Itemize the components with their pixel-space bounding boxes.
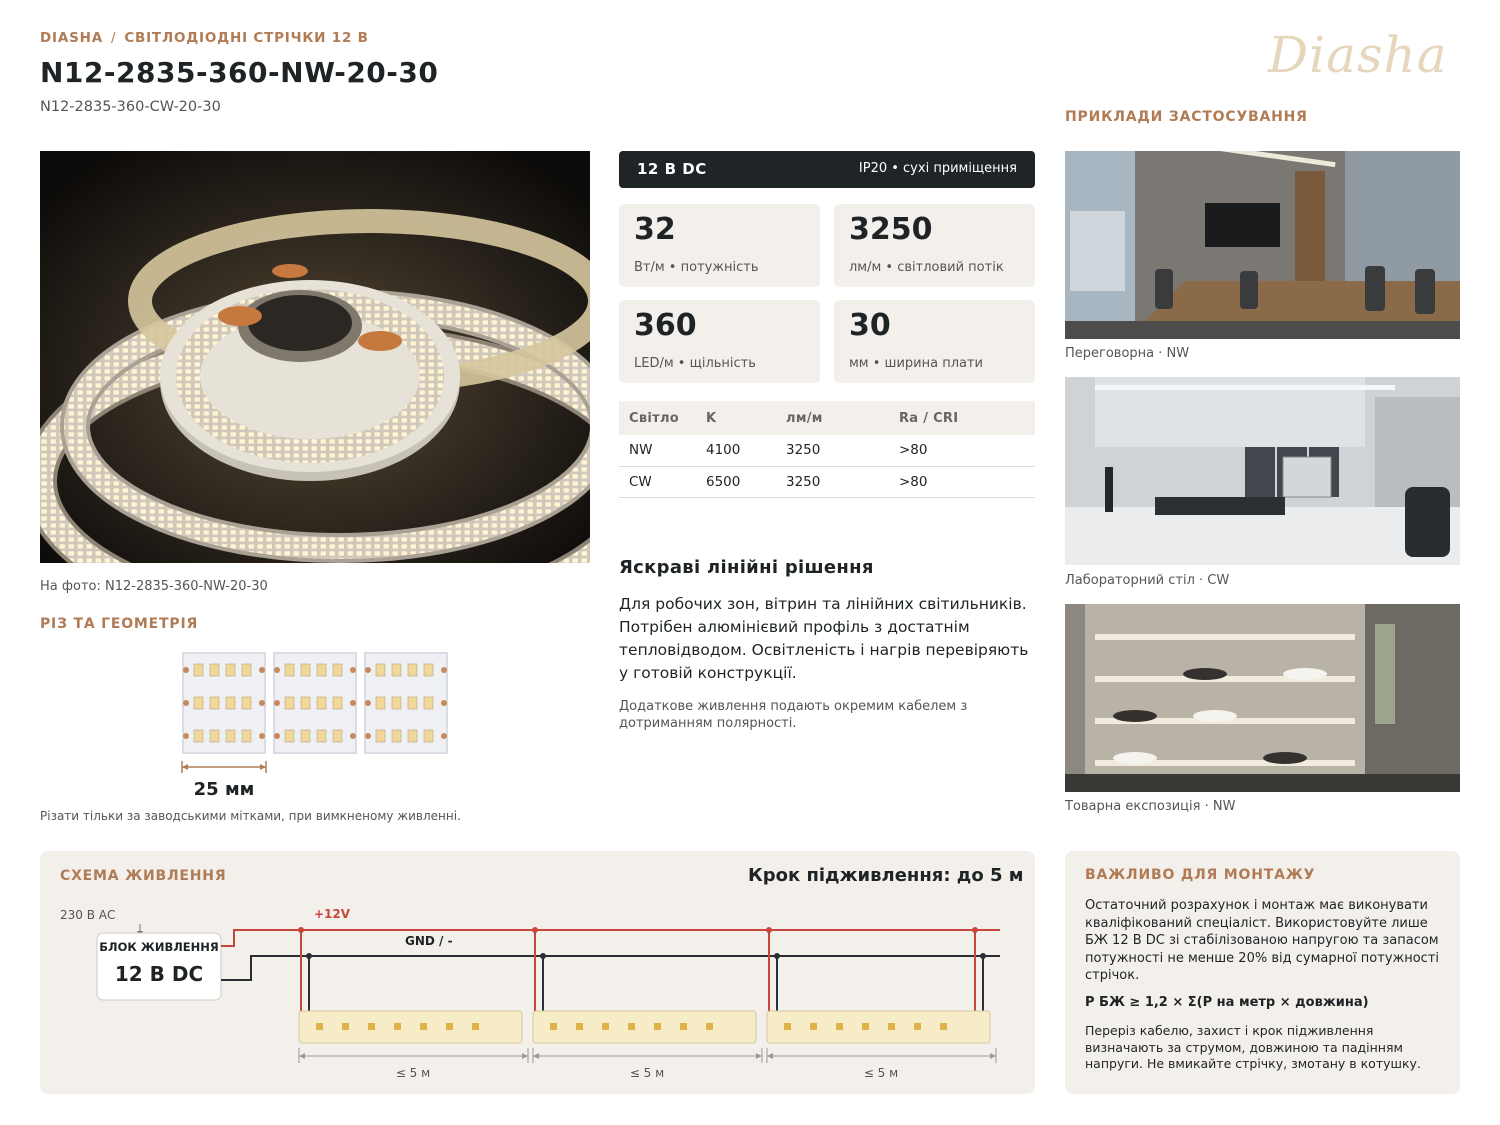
- table-cell: 4100: [696, 435, 776, 466]
- segment-length-label: ≤ 5 м: [395, 1066, 431, 1080]
- power-supply-value: 12 В DC: [114, 962, 204, 986]
- applications-title: ПРИКЛАДИ ЗАСТОСУВАННЯ: [1065, 109, 1308, 125]
- dimension-arrow-left: [182, 764, 188, 770]
- spec-tile-label: лм/м • світловий потік: [849, 260, 1004, 275]
- breadcrumb-separator: /: [110, 30, 117, 46]
- cut-dimension-label: 25 мм: [193, 779, 255, 800]
- breadcrumb: [40, 30, 369, 46]
- power-formula: P БЖ ≥ 1,2 × Σ(P на метр × довжина): [1085, 995, 1369, 1010]
- spec-tile-value: 360: [634, 308, 697, 343]
- feature-note: Додаткове живлення подають окремим кабелем з дотриманням полярності.: [619, 699, 968, 731]
- page-subtitle: N12-2835-360-CW-20-30: [40, 99, 221, 115]
- segment-length-label: ≤ 5 м: [863, 1066, 899, 1080]
- strip-segment: [273, 652, 357, 754]
- table-header-cell: Світло: [619, 401, 696, 435]
- gnd-wire-label: GND / -: [405, 934, 453, 948]
- table-header-cell: лм/м: [776, 401, 889, 435]
- spec-tile-value: 30: [849, 308, 891, 343]
- segment-dimensions: [299, 1048, 996, 1063]
- feature-title: Яскраві лінійні рішення: [619, 557, 874, 578]
- strip-segment: [182, 652, 266, 754]
- power-wiring-diagram: [40, 851, 1035, 1094]
- ip-rating: IP20 • сухі приміщення: [858, 161, 1017, 176]
- table-cell: >80: [889, 435, 1035, 466]
- cut-note: Різати тільки за заводськими мітками, при вимкненому живленні.: [40, 809, 461, 823]
- power-scheme-title: СХЕМА ЖИВЛЕННЯ: [60, 868, 227, 884]
- table-cell: NW: [619, 435, 696, 466]
- cut-diagram: [176, 648, 456, 800]
- table-header-cell: Ra / CRI: [889, 401, 1035, 435]
- application-caption: Товарна експозиція · NW: [1065, 799, 1236, 814]
- voltage-value: 12 В DC: [637, 160, 707, 178]
- application-caption: Лабораторний стіл · CW: [1065, 573, 1230, 588]
- cut-section-title: РІЗ ТА ГЕОМЕТРІЯ: [40, 616, 199, 632]
- led-reel-illustration: [40, 151, 590, 563]
- page-title: N12-2835-360-NW-20-30: [40, 56, 439, 89]
- table-header-cell: K: [696, 401, 776, 435]
- table-cell: 6500: [696, 466, 776, 497]
- application-image-lab-desk: [1065, 377, 1460, 565]
- gnd-wire: [221, 956, 1000, 980]
- segment-length-label: ≤ 5 м: [629, 1066, 665, 1080]
- voltage-bar: [619, 151, 1035, 188]
- strip-segment: [364, 652, 448, 754]
- spec-tile-value: 32: [634, 212, 676, 247]
- spec-tile-label: LED/м • щільність: [634, 356, 756, 371]
- spec-table: [619, 401, 1035, 498]
- ac-input-label: 230 В АС: [60, 908, 116, 922]
- power-supply-label: БЛОК ЖИВЛЕННЯ: [99, 940, 219, 954]
- table-cell: 3250: [776, 466, 889, 497]
- table-header-row: [619, 401, 1035, 435]
- table-row: [619, 466, 1035, 497]
- spec-tile-width: [834, 300, 1035, 383]
- application-image-retail-display: [1065, 604, 1460, 792]
- installation-note: Переріз кабелю, захист і крок підживлення визначають за струмом, довжиною та падінням напруги. Не вмикайте стрічку, змотану в котушку.: [1085, 1023, 1421, 1071]
- table-row: [619, 435, 1035, 466]
- application-image-meeting-room: [1065, 151, 1460, 339]
- spec-tile-flux: [834, 204, 1035, 287]
- breadcrumb-brand[interactable]: DIASHA: [40, 30, 103, 46]
- led-strip-segments: [299, 1011, 990, 1043]
- table-cell: 3250: [776, 435, 889, 466]
- feed-drops: [298, 927, 986, 1017]
- plus-wire-label: +12V: [314, 907, 351, 921]
- installation-text: Остаточний розрахунок і монтаж має виконувати кваліфікований спеціаліст. Використовуйте лише БЖ 12 В DC зі стабілізованою напругою та запасом потужності не менше 20% від сумарної потужності стрічок.: [1085, 898, 1440, 983]
- installation-title: ВАЖЛИВО ДЛЯ МОНТАЖУ: [1085, 867, 1316, 883]
- spec-tile-value: 3250: [849, 212, 933, 247]
- breadcrumb-category[interactable]: СВІТЛОДІОДНІ СТРІЧКИ 12 В: [124, 30, 369, 46]
- spec-tile-density: [619, 300, 820, 383]
- spec-tile-power: [619, 204, 820, 287]
- spec-tile-label: Вт/м • потужність: [634, 260, 759, 275]
- application-caption: Переговорна · NW: [1065, 346, 1190, 361]
- feature-text: Для робочих зон, вітрин та лінійних світильників. Потрібен алюмінієвий профіль з достатнім тепловідводом. Освітленість і нагрів перевіряють у готовій конструкції.: [619, 595, 1029, 682]
- plus-wire: [221, 930, 1000, 946]
- table-cell: CW: [619, 466, 696, 497]
- dimension-arrow-right: [260, 764, 266, 770]
- photo-caption: На фото: N12-2835-360-NW-20-30: [40, 579, 268, 594]
- product-photo: [40, 151, 590, 563]
- strip-segments-graphic: [176, 648, 456, 800]
- spec-tile-label: мм • ширина плати: [849, 356, 983, 371]
- table-cell: >80: [889, 466, 1035, 497]
- brand-logo: Diasha: [1268, 26, 1448, 84]
- power-step-label: Крок підживлення: до 5 м: [748, 865, 1024, 886]
